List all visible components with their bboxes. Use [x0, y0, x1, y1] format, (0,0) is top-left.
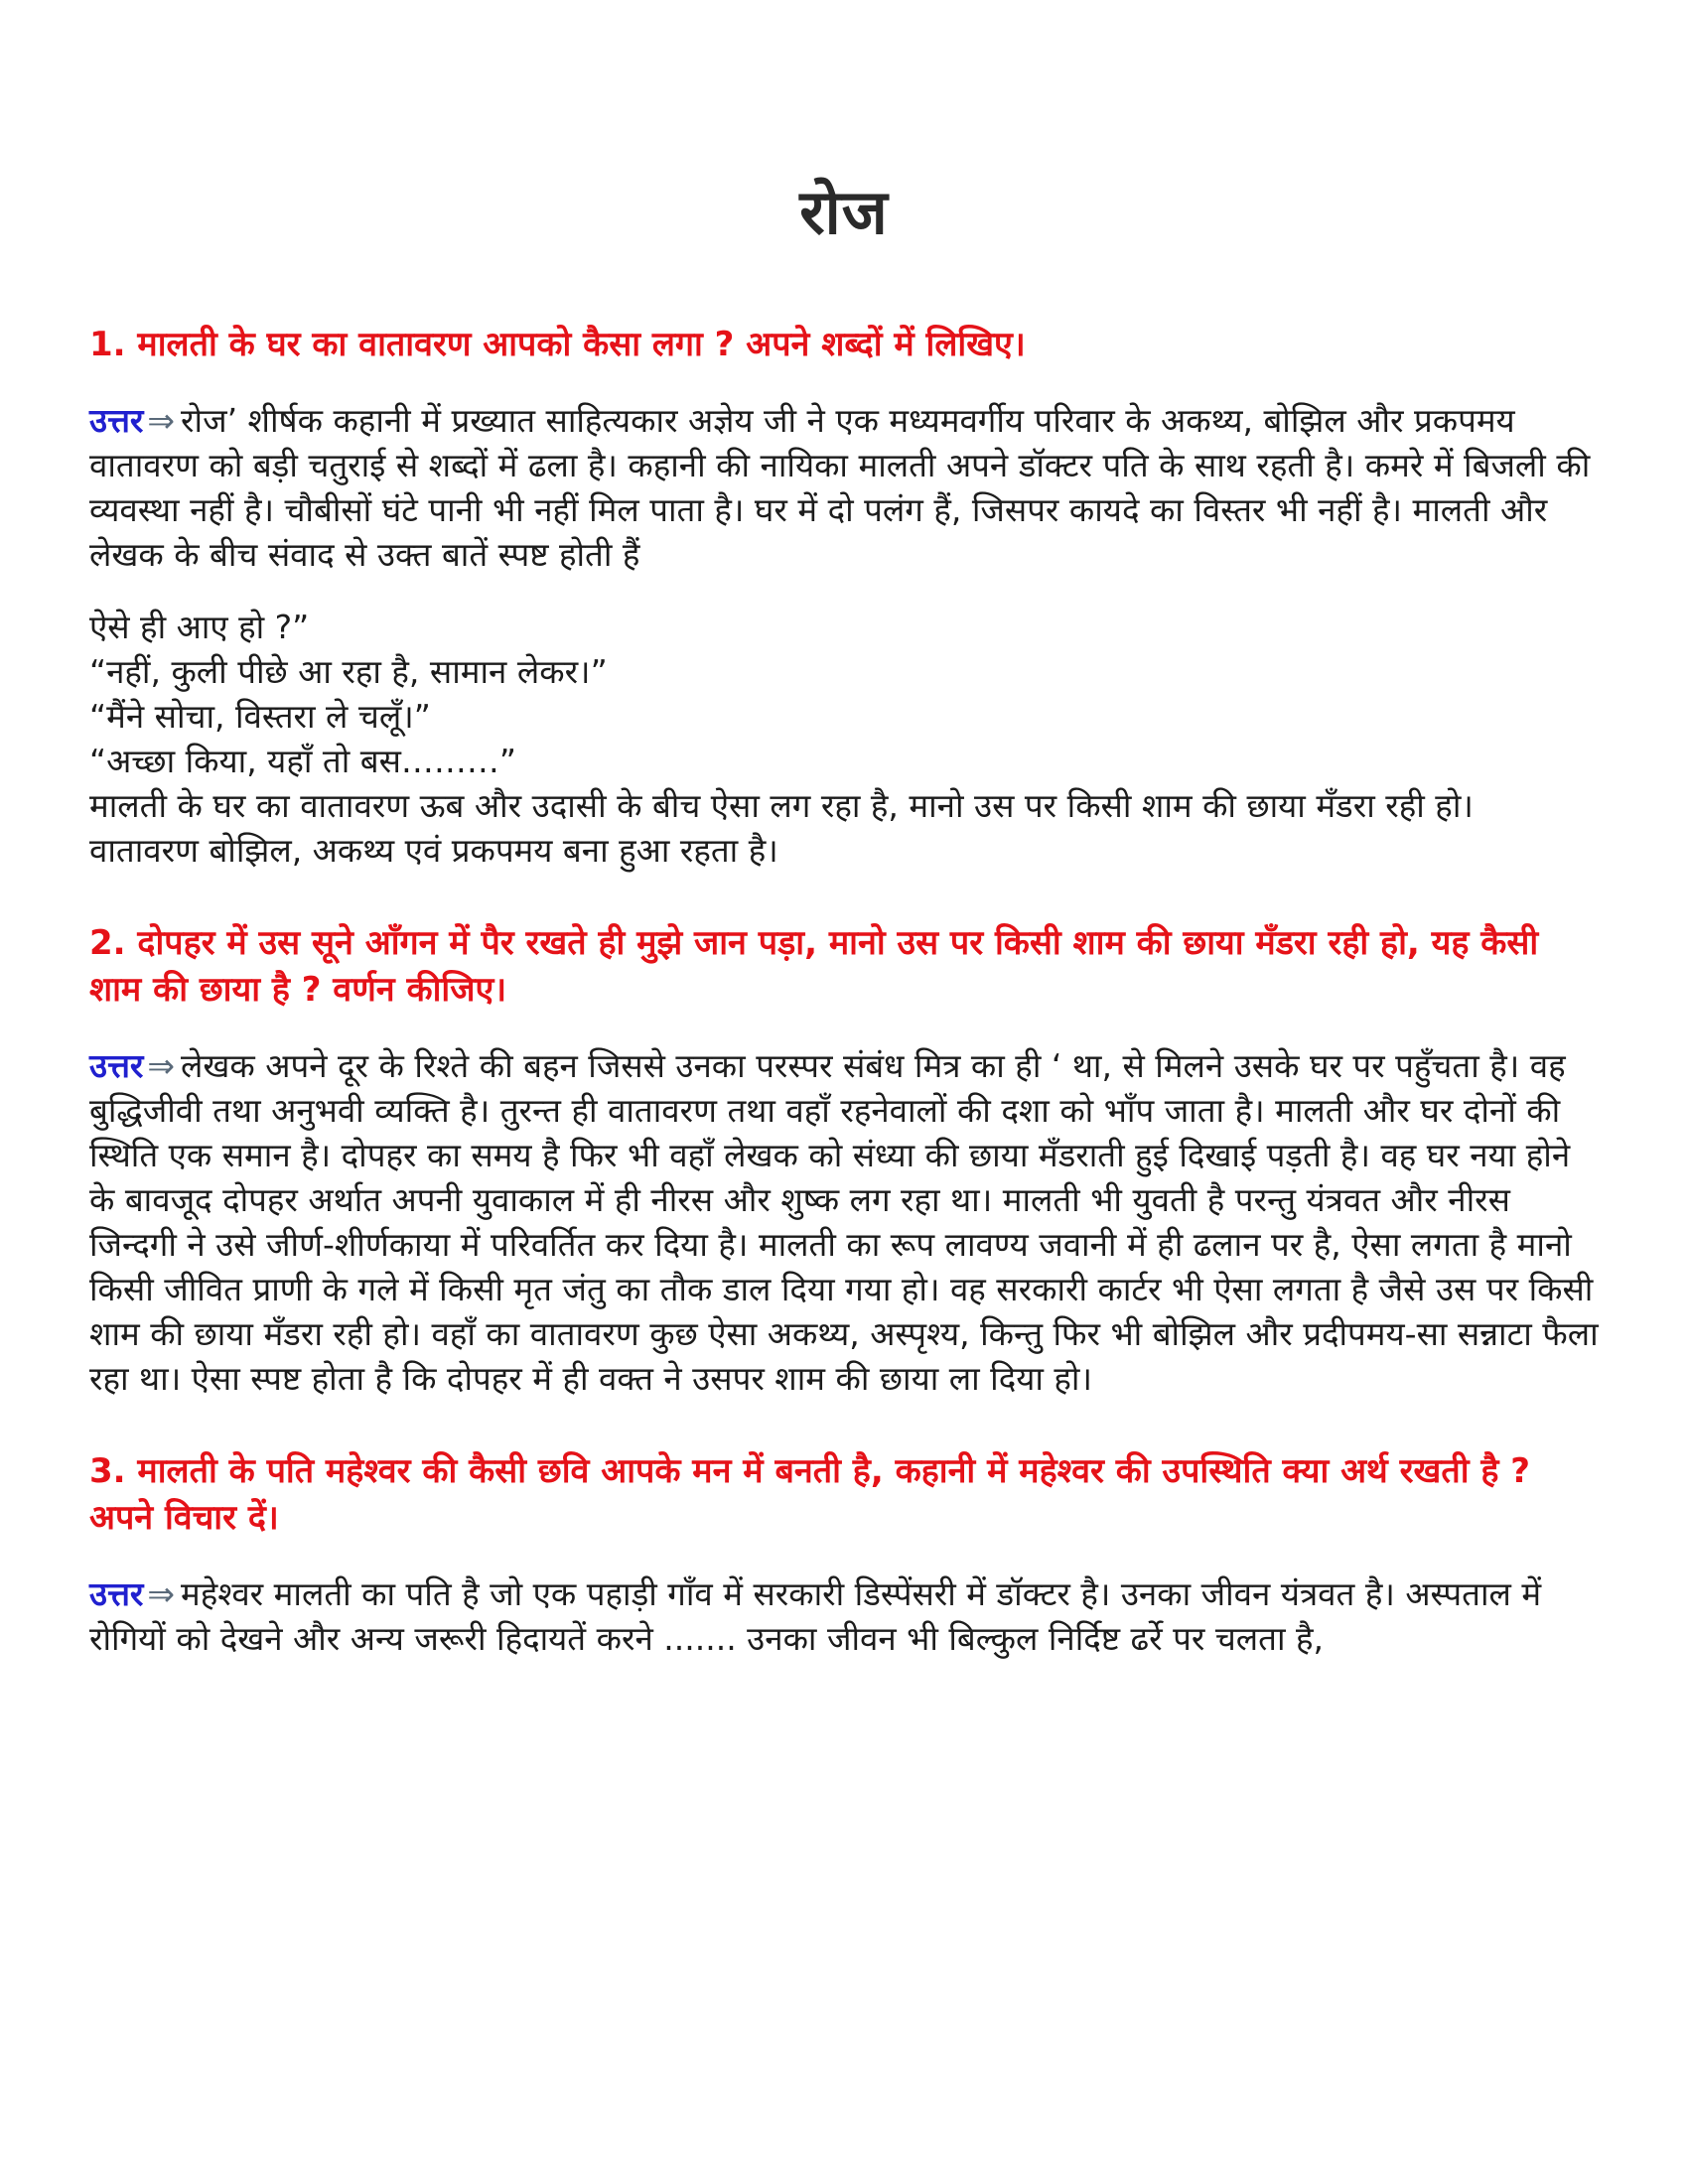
answer-label: उत्तर	[89, 1046, 144, 1085]
question-2-heading: 2. दोपहर में उस सूने आँगन में पैर रखते ही मुझे जान पड़ा, मानो उस पर किसी शाम की छाया मँडरा रही हो, यह कैसी शाम की छाया है ? वर्णन कीजिए।	[89, 923, 1539, 1010]
arrow-icon: ⇒	[147, 1574, 176, 1613]
answer-3-text: महेश्वर मालती का पति है जो एक पहाड़ी गाँव में सरकारी डिस्पेंसरी में डॉक्टर है। उनका जीवन यंत्रवत है। अस्पताल में रोगियों को देखने और अन्य जरूरी हिदायतें करने ....... उनका जीवन भी बिल्कुल निर्दिष्ट ढर्रे पर चलता है,	[89, 1574, 1542, 1658]
dialogue-line: “अच्छा किया, यहाँ तो बस………”	[89, 742, 516, 780]
dialogue-line: मालती के घर का वातावरण ऊब और उदासी के बीच ऐसा लग रहा है, मानो उस पर किसी शाम की छाया मँडरा रही हो।	[89, 786, 1474, 825]
answer-1-paragraph	[89, 398, 1599, 577]
dialogue-line: ऐसे ही आए हो ?”	[89, 608, 310, 646]
answer-1-text: रोज’ शीर्षक कहानी में प्रख्यात साहित्यकार अज्ञेय जी ने एक मध्यमवर्गीय परिवार के अकथ्य, बोझिल और प्रकपमय वातावरण को बड़ी चतुराई से शब्दों में ढला है। कहानी की नायिका मालती अपने डॉक्टर पति के साथ रहती है। कमरे में बिजली की व्यवस्था नहीं है। चौबीसों घंटे पानी भी नहीं मिल पाता है। घर में दो पलंग हैं, जिसपर कायदे का विस्तर भी नहीं है। मालती और लेखक के बीच संवाद से उक्त बातें स्पष्ट होती हैं	[89, 401, 1591, 574]
dialogue-line: “नहीं, कुली पीछे आ रहा है, सामान लेकर।”	[89, 652, 608, 691]
answer-2-paragraph	[89, 1043, 1599, 1401]
dialogue-line: “मैंने सोचा, विस्तरा ले चलूँ।”	[89, 697, 431, 736]
answer-3-paragraph	[89, 1571, 1599, 1661]
answer-label: उत्तर	[89, 401, 144, 440]
answer-label: उत्तर	[89, 1574, 144, 1613]
answer-1-dialogue-block	[89, 605, 1599, 873]
page-title: रोज	[799, 176, 889, 248]
arrow-icon: ⇒	[147, 1046, 176, 1085]
question-1-heading: 1. मालती के घर का वातावरण आपको कैसा लगा ? अपने शब्दों में लिखिए।	[89, 325, 1026, 364]
dialogue-line: वातावरण बोझिल, अकथ्य एवं प्रकपमय बना हुआ रहता है।	[89, 831, 778, 870]
question-3-heading: 3. मालती के पति महेश्वर की कैसी छवि आपके मन में बनती है, कहानी में महेश्वर की उपस्थिति क्या अर्थ रखती है ? अपने विचार दें।	[89, 1451, 1530, 1538]
answer-2-text: लेखक अपने दूर के रिश्ते की बहन जिससे उनका परस्पर संबंध मित्र का ही ‘ था, से मिलने उसके घर पर पहुँचता है। वह बुद्धिजीवी तथा अनुभवी व्यक्ति है। तुरन्त ही वातावरण तथा वहाँ रहनेवालों की दशा को भाँप जाता है। मालती और घर दोनों की स्थिति एक समान है। दोपहर का समय है फिर भी वहाँ लेखक को संध्या की छाया मँडराती हुई दिखाई पड़ती है। वह घर नया होने के बावजूद दोपहर अर्थात अपनी युवाकाल में ही नीरस और शुष्क लग रहा था। मालती भी युवती है परन्तु यंत्रवत और नीरस जिन्दगी ने उसे जीर्ण-शीर्णकाया में परिवर्तित कर दिया है। मालती का रूप लावण्य जवानी में ही ढलान पर है, ऐसा लगता है मानो किसी जीवित प्राणी के गले में किसी मृत जंतु का तौक डाल दिया गया हो। वह सरकारी कार्टर भी ऐसा लगता है जैसे उस पर किसी शाम की छाया मँडरा रही हो। वहाँ का वातावरण कुछ ऐसा अकथ्य, अस्पृश्य, किन्तु फिर भी बोझिल और प्रदीपमय-सा सन्नाटा फैला रहा था। ऐसा स्पष्ट होता है कि दोपहर में ही वक्त ने उसपर शाम की छाया ला दिया हो।	[89, 1046, 1599, 1398]
arrow-icon: ⇒	[147, 401, 176, 440]
